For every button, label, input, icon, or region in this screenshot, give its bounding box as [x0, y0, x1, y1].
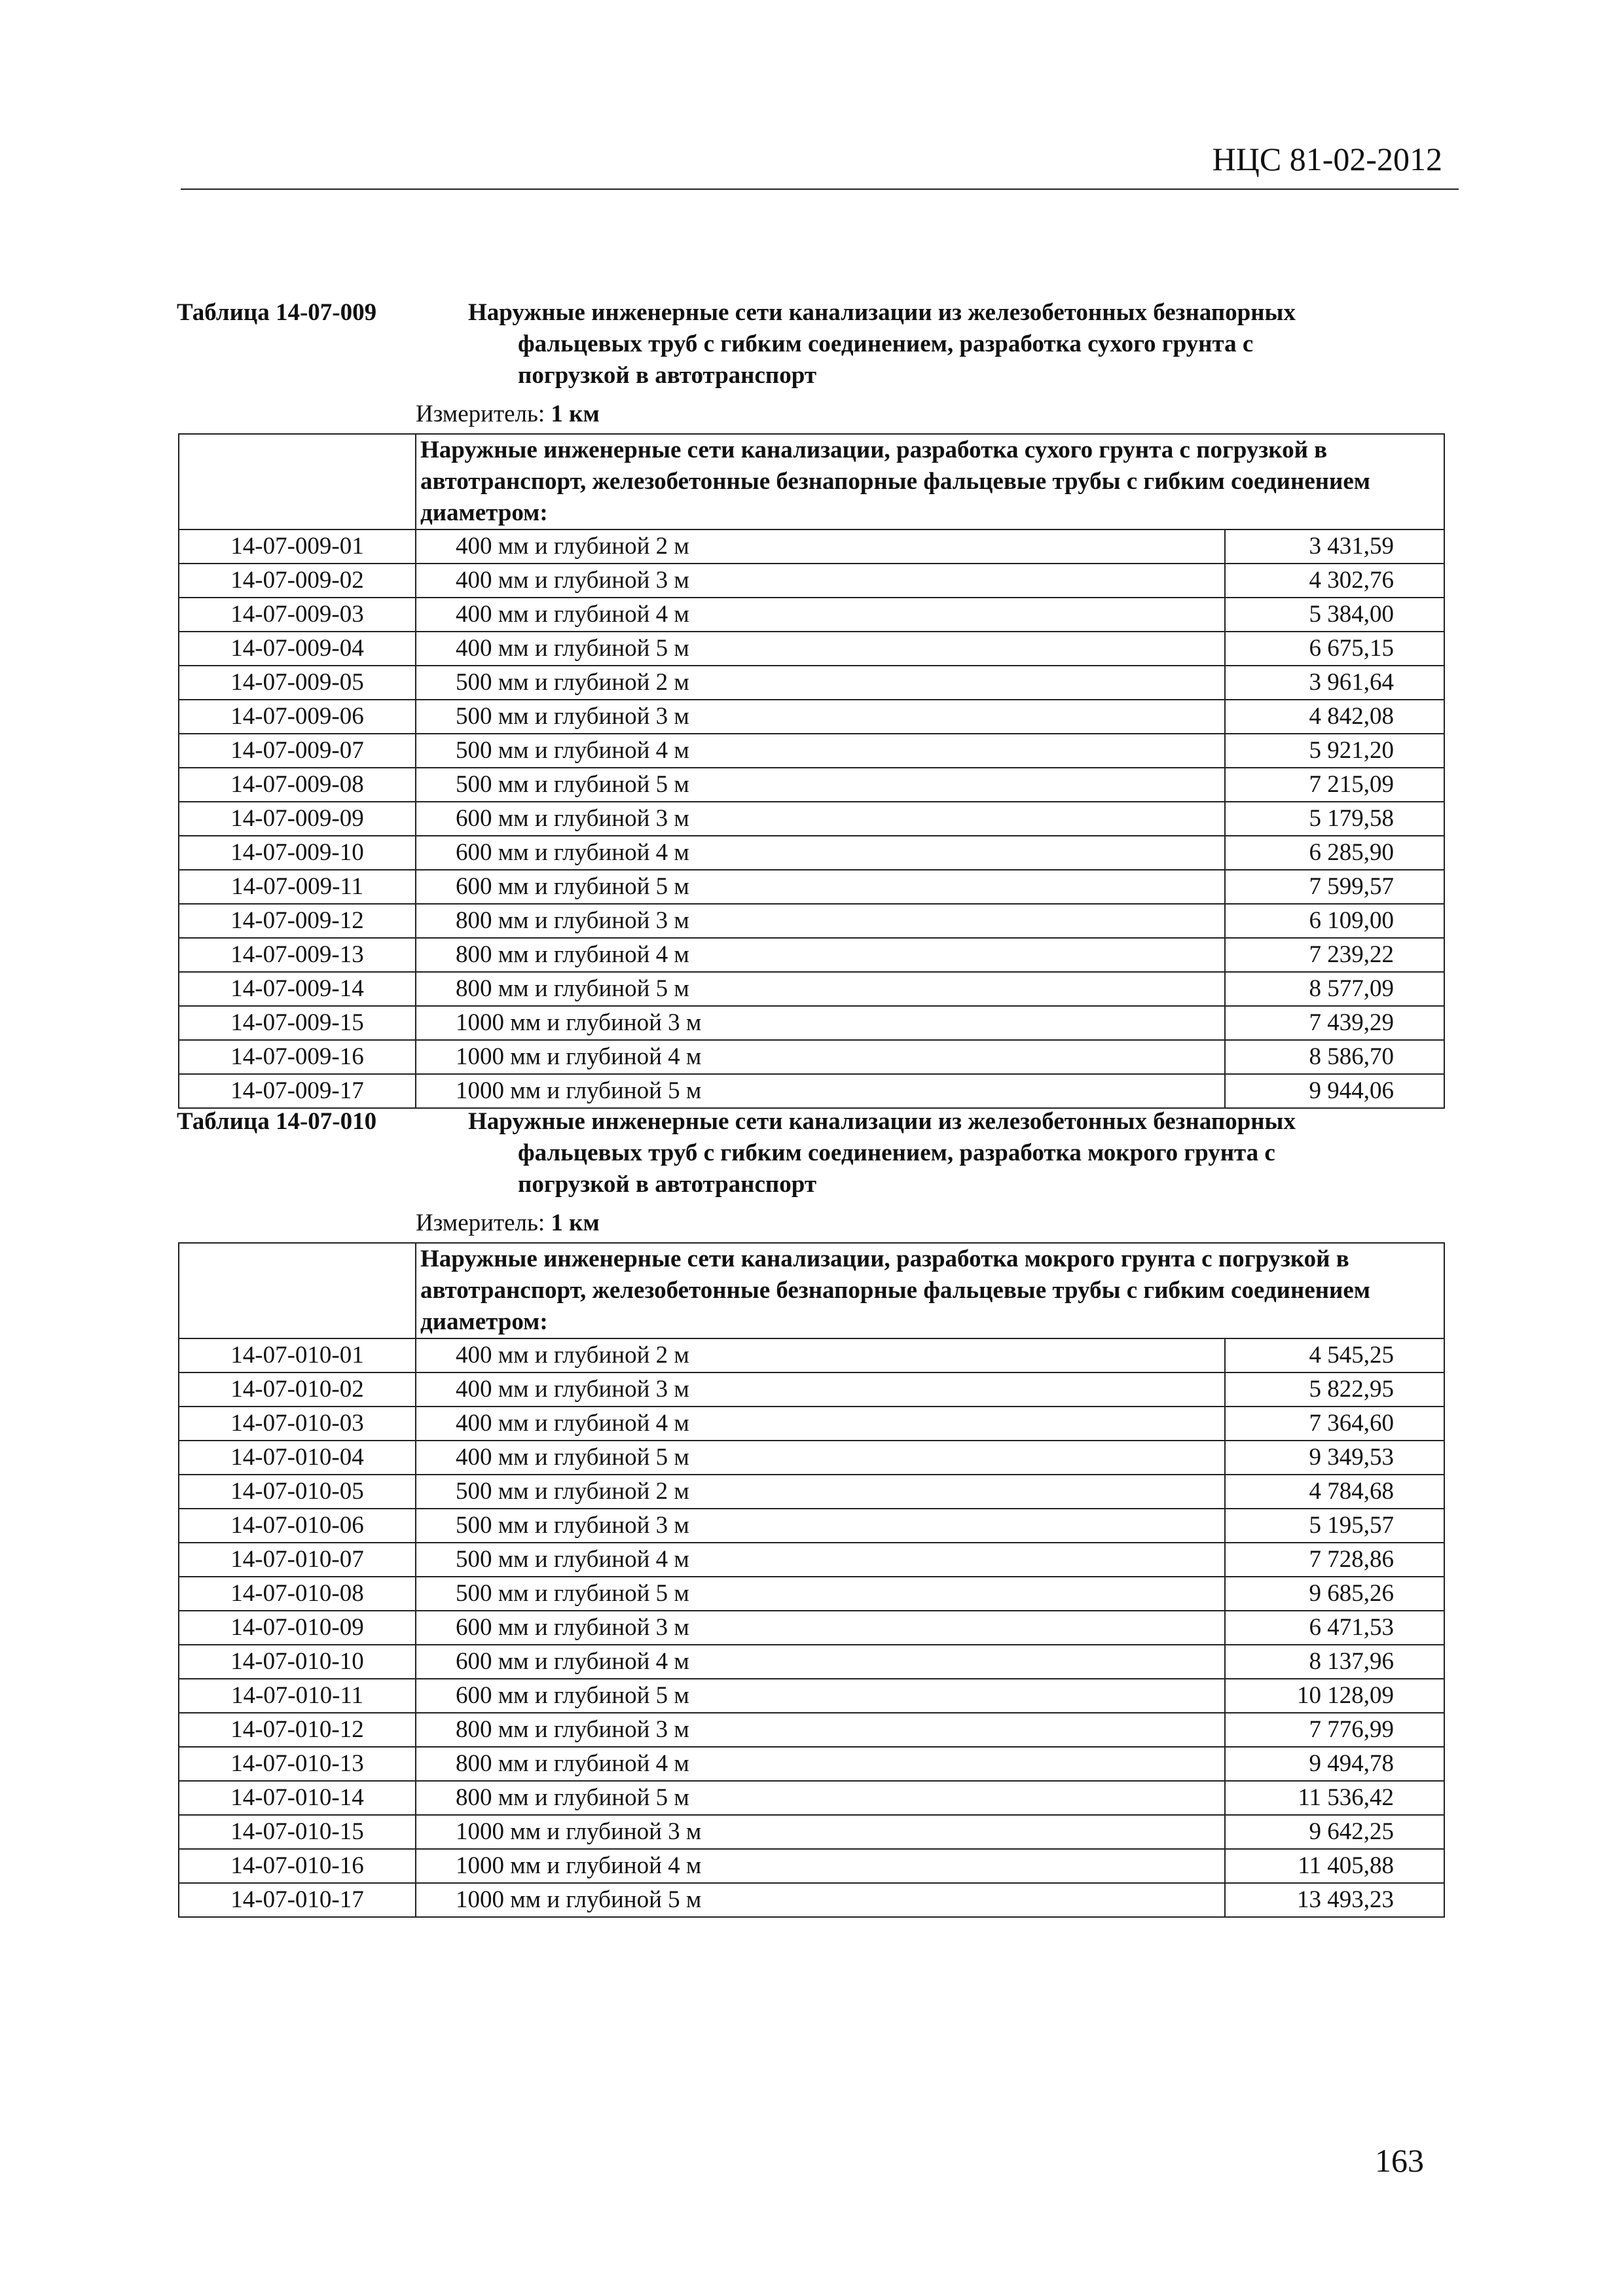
page-number: 163 — [1375, 2142, 1424, 2179]
row-desc-cell: 800 мм и глубиной 4 м — [416, 1747, 1225, 1781]
table-title-line: Наружные инженерные сети канализации из железобетонных безнапорных — [468, 299, 1296, 326]
row-code-cell: 14-07-010-04 — [179, 1441, 416, 1475]
row-value-cell: 3 431,59 — [1225, 529, 1444, 564]
row-value-cell: 7 239,22 — [1225, 938, 1444, 972]
row-value-cell: 9 944,06 — [1225, 1074, 1444, 1108]
table-row — [179, 1781, 1444, 1815]
unit-line-1 — [416, 400, 600, 428]
row-desc-cell: 500 мм и глубиной 4 м — [416, 1543, 1225, 1577]
table-row — [179, 666, 1444, 700]
table-row — [179, 1713, 1444, 1747]
row-desc-cell: 400 мм и глубиной 5 м — [416, 632, 1225, 666]
table-row — [179, 1543, 1444, 1577]
table-row — [179, 802, 1444, 836]
row-value-cell: 11 405,88 — [1225, 1849, 1444, 1883]
row-desc-cell: 800 мм и глубиной 5 м — [416, 972, 1225, 1006]
row-desc-cell: 1000 мм и глубиной 5 м — [416, 1883, 1225, 1917]
table-row — [179, 1849, 1444, 1883]
table-title-line: фальцевых труб с гибким соединением, разработка сухого грунта с — [518, 331, 1254, 357]
row-desc-cell: 400 мм и глубиной 3 м — [416, 564, 1225, 598]
row-code-cell: 14-07-009-04 — [179, 632, 416, 666]
row-desc-cell: 600 мм и глубиной 4 м — [416, 1645, 1225, 1679]
row-value-cell: 6 285,90 — [1225, 836, 1444, 870]
row-code-cell: 14-07-010-01 — [179, 1338, 416, 1372]
row-value-cell: 8 586,70 — [1225, 1040, 1444, 1074]
table-row — [179, 1509, 1444, 1543]
row-desc-cell: 400 мм и глубиной 2 м — [416, 529, 1225, 564]
row-value-cell: 5 195,57 — [1225, 1509, 1444, 1543]
row-value-cell: 4 784,68 — [1225, 1475, 1444, 1509]
table-row — [179, 1577, 1444, 1611]
row-desc-cell: 400 мм и глубиной 4 м — [416, 1407, 1225, 1441]
row-value-cell: 4 545,25 — [1225, 1338, 1444, 1372]
row-code-cell: 14-07-010-12 — [179, 1713, 416, 1747]
row-code-cell: 14-07-009-11 — [179, 870, 416, 904]
table-row — [179, 972, 1444, 1006]
row-code-cell: 14-07-010-05 — [179, 1475, 416, 1509]
row-value-cell: 5 822,95 — [1225, 1372, 1444, 1407]
row-desc-cell: 500 мм и глубиной 2 м — [416, 1475, 1225, 1509]
row-desc-cell: 600 мм и глубиной 3 м — [416, 802, 1225, 836]
row-code-cell: 14-07-009-14 — [179, 972, 416, 1006]
row-value-cell: 8 137,96 — [1225, 1645, 1444, 1679]
row-value-cell: 7 776,99 — [1225, 1713, 1444, 1747]
table-row — [179, 564, 1444, 598]
row-code-cell: 14-07-009-13 — [179, 938, 416, 972]
header-empty-cell — [179, 1243, 416, 1338]
row-value-cell: 10 128,09 — [1225, 1679, 1444, 1713]
row-desc-cell: 400 мм и глубиной 5 м — [416, 1441, 1225, 1475]
table-row — [179, 1611, 1444, 1645]
row-value-cell: 5 921,20 — [1225, 734, 1444, 768]
table-row — [179, 1441, 1444, 1475]
table-row — [179, 1883, 1444, 1917]
row-code-cell: 14-07-009-10 — [179, 836, 416, 870]
row-value-cell: 7 599,57 — [1225, 870, 1444, 904]
table-row — [179, 1074, 1444, 1108]
row-code-cell: 14-07-009-12 — [179, 904, 416, 938]
row-value-cell: 13 493,23 — [1225, 1883, 1444, 1917]
row-code-cell: 14-07-009-06 — [179, 700, 416, 734]
table-row — [179, 700, 1444, 734]
table-row — [179, 1815, 1444, 1849]
row-desc-cell: 400 мм и глубиной 2 м — [416, 1338, 1225, 1372]
row-code-cell: 14-07-009-16 — [179, 1040, 416, 1074]
row-value-cell: 6 471,53 — [1225, 1611, 1444, 1645]
row-code-cell: 14-07-010-15 — [179, 1815, 416, 1849]
row-code-cell: 14-07-009-01 — [179, 529, 416, 564]
row-desc-cell: 600 мм и глубиной 4 м — [416, 836, 1225, 870]
table-row — [179, 1407, 1444, 1441]
table-row — [179, 1006, 1444, 1040]
row-value-cell: 6 675,15 — [1225, 632, 1444, 666]
table-row — [179, 632, 1444, 666]
row-code-cell: 14-07-009-08 — [179, 768, 416, 802]
table-title-line: Наружные инженерные сети канализации из железобетонных безнапорных — [468, 1108, 1296, 1135]
row-code-cell: 14-07-009-07 — [179, 734, 416, 768]
table-row — [179, 1645, 1444, 1679]
row-code-cell: 14-07-010-09 — [179, 1611, 416, 1645]
row-desc-cell: 500 мм и глубиной 2 м — [416, 666, 1225, 700]
table-title-1 — [177, 297, 1467, 391]
table-row — [179, 1040, 1444, 1074]
table-header-cell: Наружные инженерные сети канализации, разработка сухого грунта с погрузкой в автотранспорт, железобетонные безнапорные фальцевые трубы с гибким соединением диаметром: — [416, 434, 1444, 529]
table-title-2 — [177, 1106, 1467, 1200]
row-desc-cell: 400 мм и глубиной 4 м — [416, 598, 1225, 632]
table-row — [179, 938, 1444, 972]
row-code-cell: 14-07-010-13 — [179, 1747, 416, 1781]
row-value-cell: 5 179,58 — [1225, 802, 1444, 836]
row-value-cell: 5 384,00 — [1225, 598, 1444, 632]
row-code-cell: 14-07-010-11 — [179, 1679, 416, 1713]
row-code-cell: 14-07-010-17 — [179, 1883, 416, 1917]
row-value-cell: 7 728,86 — [1225, 1543, 1444, 1577]
header-empty-cell — [179, 434, 416, 529]
table-row — [179, 1372, 1444, 1407]
table-row — [179, 870, 1444, 904]
row-desc-cell: 600 мм и глубиной 5 м — [416, 870, 1225, 904]
row-code-cell: 14-07-010-10 — [179, 1645, 416, 1679]
norm-table-1 — [178, 433, 1445, 1109]
row-desc-cell: 500 мм и глубиной 5 м — [416, 1577, 1225, 1611]
table-row — [179, 836, 1444, 870]
table-row — [179, 734, 1444, 768]
table-header-row — [179, 434, 1444, 529]
table-row — [179, 768, 1444, 802]
row-value-cell: 7 215,09 — [1225, 768, 1444, 802]
row-value-cell: 4 302,76 — [1225, 564, 1444, 598]
table-header-row — [179, 1243, 1444, 1338]
row-value-cell: 9 349,53 — [1225, 1441, 1444, 1475]
table-header-cell: Наружные инженерные сети канализации, разработка мокрого грунта с погрузкой в автотранспорт, железобетонные безнапорные фальцевые трубы с гибким соединением диаметром: — [416, 1243, 1444, 1338]
row-code-cell: 14-07-010-14 — [179, 1781, 416, 1815]
row-code-cell: 14-07-009-15 — [179, 1006, 416, 1040]
row-desc-cell: 500 мм и глубиной 3 м — [416, 1509, 1225, 1543]
row-desc-cell: 500 мм и глубиной 5 м — [416, 768, 1225, 802]
row-value-cell: 9 494,78 — [1225, 1747, 1444, 1781]
row-code-cell: 14-07-010-08 — [179, 1577, 416, 1611]
row-code-cell: 14-07-009-09 — [179, 802, 416, 836]
row-desc-cell: 500 мм и глубиной 4 м — [416, 734, 1225, 768]
table-row — [179, 904, 1444, 938]
norm-table-2 — [178, 1242, 1445, 1918]
row-value-cell: 9 685,26 — [1225, 1577, 1444, 1611]
row-desc-cell: 800 мм и глубиной 5 м — [416, 1781, 1225, 1815]
row-value-cell: 8 577,09 — [1225, 972, 1444, 1006]
table-row — [179, 529, 1444, 564]
row-desc-cell: 800 мм и глубиной 4 м — [416, 938, 1225, 972]
row-desc-cell: 800 мм и глубиной 3 м — [416, 904, 1225, 938]
row-value-cell: 3 961,64 — [1225, 666, 1444, 700]
row-code-cell: 14-07-009-05 — [179, 666, 416, 700]
row-desc-cell: 1000 мм и глубиной 5 м — [416, 1074, 1225, 1108]
table-row — [179, 1747, 1444, 1781]
row-desc-cell: 400 мм и глубиной 3 м — [416, 1372, 1225, 1407]
unit-label: Измеритель: — [416, 1210, 545, 1236]
row-value-cell: 9 642,25 — [1225, 1815, 1444, 1849]
document-code: НЦС 81-02-2012 — [1212, 141, 1442, 177]
unit-label: Измеритель: — [416, 401, 545, 427]
row-desc-cell: 500 мм и глубиной 3 м — [416, 700, 1225, 734]
unit-value: 1 км — [551, 1210, 600, 1236]
table-label-1: Таблица 14-07-009 — [177, 299, 377, 326]
row-desc-cell: 1000 мм и глубиной 3 м — [416, 1815, 1225, 1849]
row-code-cell: 14-07-010-03 — [179, 1407, 416, 1441]
row-code-cell: 14-07-010-07 — [179, 1543, 416, 1577]
row-desc-cell: 600 мм и глубиной 3 м — [416, 1611, 1225, 1645]
table-row — [179, 1679, 1444, 1713]
row-value-cell: 4 842,08 — [1225, 700, 1444, 734]
row-code-cell: 14-07-009-17 — [179, 1074, 416, 1108]
row-value-cell: 6 109,00 — [1225, 904, 1444, 938]
table-row — [179, 1338, 1444, 1372]
row-code-cell: 14-07-009-03 — [179, 598, 416, 632]
table-title-line: погрузкой в автотранспорт — [518, 362, 816, 389]
row-value-cell: 7 364,60 — [1225, 1407, 1444, 1441]
unit-value: 1 км — [551, 401, 600, 427]
table-row — [179, 1475, 1444, 1509]
row-code-cell: 14-07-010-02 — [179, 1372, 416, 1407]
row-desc-cell: 600 мм и глубиной 5 м — [416, 1679, 1225, 1713]
unit-line-2 — [416, 1209, 600, 1237]
table-row — [179, 598, 1444, 632]
row-code-cell: 14-07-010-16 — [179, 1849, 416, 1883]
table-title-line: фальцевых труб с гибким соединением, разработка мокрого грунта с — [518, 1139, 1275, 1166]
header-rule — [181, 188, 1459, 190]
row-code-cell: 14-07-009-02 — [179, 564, 416, 598]
table-label-2: Таблица 14-07-010 — [177, 1108, 377, 1135]
row-value-cell: 11 536,42 — [1225, 1781, 1444, 1815]
row-value-cell: 7 439,29 — [1225, 1006, 1444, 1040]
table-title-line: погрузкой в автотранспорт — [518, 1171, 816, 1198]
row-desc-cell: 800 мм и глубиной 3 м — [416, 1713, 1225, 1747]
row-desc-cell: 1000 мм и глубиной 3 м — [416, 1006, 1225, 1040]
row-desc-cell: 1000 мм и глубиной 4 м — [416, 1040, 1225, 1074]
row-desc-cell: 1000 мм и глубиной 4 м — [416, 1849, 1225, 1883]
row-code-cell: 14-07-010-06 — [179, 1509, 416, 1543]
